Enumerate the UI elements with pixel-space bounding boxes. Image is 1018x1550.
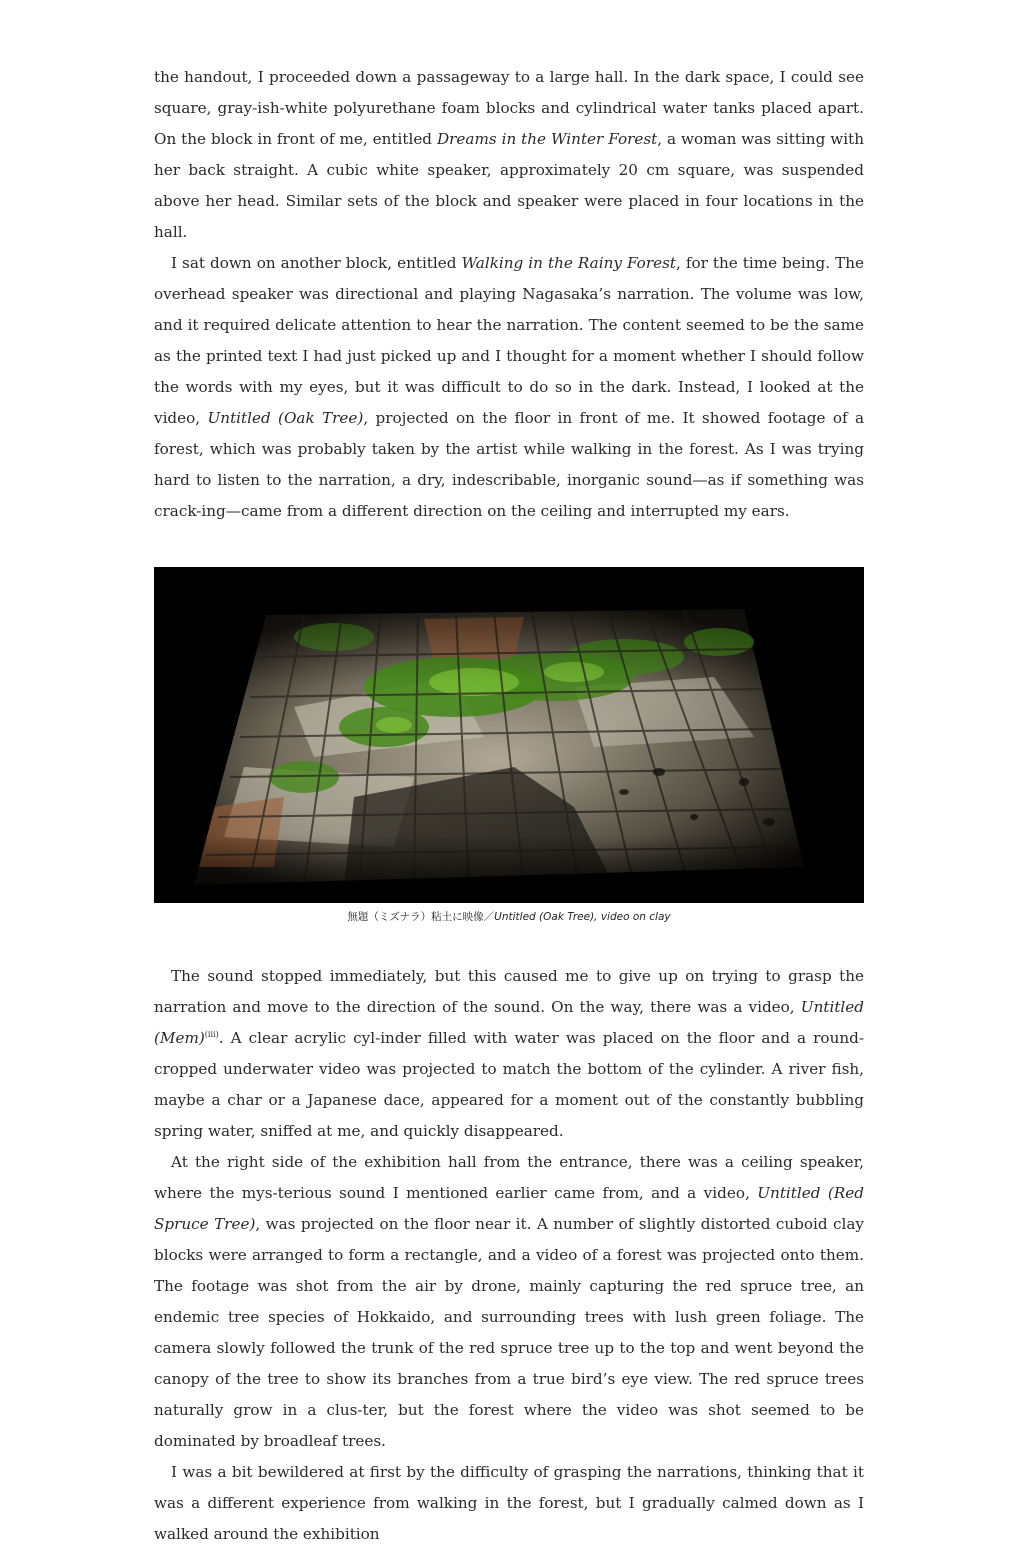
paragraph bbox=[154, 62, 864, 248]
text-run: I sat down on another block, entitled bbox=[171, 254, 462, 272]
paragraph bbox=[154, 1147, 864, 1457]
text-run: , a woman was sitting with her back straight. A cubic white speaker, approximately 20 cm square, was suspended above her head. Similar sets of the block and speaker were placed in four locations in the hall. bbox=[154, 130, 864, 241]
text-run: the handout, I proceeded down a passageway to a large hall. In the dark space, I could see square, gray-ish-white polyurethane foam blocks and cylindrical water tanks placed apart. On the block in front of me, entitled bbox=[154, 68, 864, 148]
body-text-bottom bbox=[154, 961, 864, 1550]
document-page bbox=[154, 62, 864, 1550]
text-run: , projected on the floor in front of me. It showed footage of a forest, which was probably taken by the artist while walking in the forest. As I was trying hard to listen to the narration, a dry, indescribable, inorganic sound—as if something was crack-ing—came from a different direction on the ceiling and interrupted my ears. bbox=[154, 409, 864, 520]
projection-image bbox=[154, 567, 864, 903]
text-run: I was a bit bewildered at first by the difficulty of grasping the narrations, thinking that it was a different experience from walking in the forest, but I gradually calmed down as I walked around the exhibition bbox=[154, 1463, 864, 1543]
footnote-marker: (iii) bbox=[204, 1029, 219, 1039]
work-title: Dreams in the Winter Forest bbox=[436, 130, 658, 148]
work-title: Untitled (Oak Tree) bbox=[207, 409, 364, 427]
paragraph bbox=[154, 961, 864, 1147]
work-title: Untitled (Red Spruce Tree) bbox=[154, 1184, 864, 1233]
caption-japanese: 無題（ミズナラ）粘土に映像／ bbox=[347, 911, 495, 923]
text-run: , for the time being. The overhead speaker was directional and playing Nagasaka’s narration. The volume was low, and it required delicate attention to hear the narration. The content seemed to be the same as the printed text I had just picked up and I thought for a moment whether I should follow the words with my eyes, but it was difficult to do so in the dark. Instead, I looked at the video, bbox=[154, 254, 864, 427]
caption-english: Untitled (Oak Tree), video on clay bbox=[494, 911, 671, 923]
text-run: At the right side of the exhibition hall from the entrance, there was a ceiling speaker, where the mys-terious sound I mentioned earlier came from, and a video, bbox=[154, 1153, 864, 1202]
text-run: The sound stopped immediately, but this caused me to give up on trying to grasp the narration and move to the direction of the sound. On the way, there was a video, bbox=[154, 967, 864, 1016]
body-text-top bbox=[154, 62, 864, 527]
paragraph bbox=[154, 1457, 864, 1550]
figure-caption bbox=[154, 911, 864, 923]
work-title: Untitled (Mem) bbox=[154, 998, 864, 1047]
paragraph bbox=[154, 248, 864, 527]
work-title: Walking in the Rainy Forest bbox=[461, 254, 676, 272]
video-on-clay-photo bbox=[154, 567, 864, 903]
text-run: . A clear acrylic cyl-inder filled with water was placed on the floor and a round-cropped underwater video was projected to match the bottom of the cylinder. A river fish, maybe a char or a Japanese dace, appeared for a moment out of the constantly bubbling spring water, sniffed at me, and quickly disappeared. bbox=[154, 1029, 864, 1140]
text-run: , was projected on the floor near it. A number of slightly distorted cuboid clay blocks were arranged to form a rectangle, and a video of a forest was projected onto them. The footage was shot from the air by drone, mainly capturing the red spruce tree, an endemic tree species of Hokkaido, and surrounding trees with lush green foliage. The camera slowly followed the trunk of the red spruce tree up to the top and went beyond the canopy of the tree to show its branches from a true bird’s eye view. The red spruce trees naturally grow in a clus-ter, but the forest where the video was shot seemed to be dominated by broadleaf trees. bbox=[154, 1215, 864, 1450]
